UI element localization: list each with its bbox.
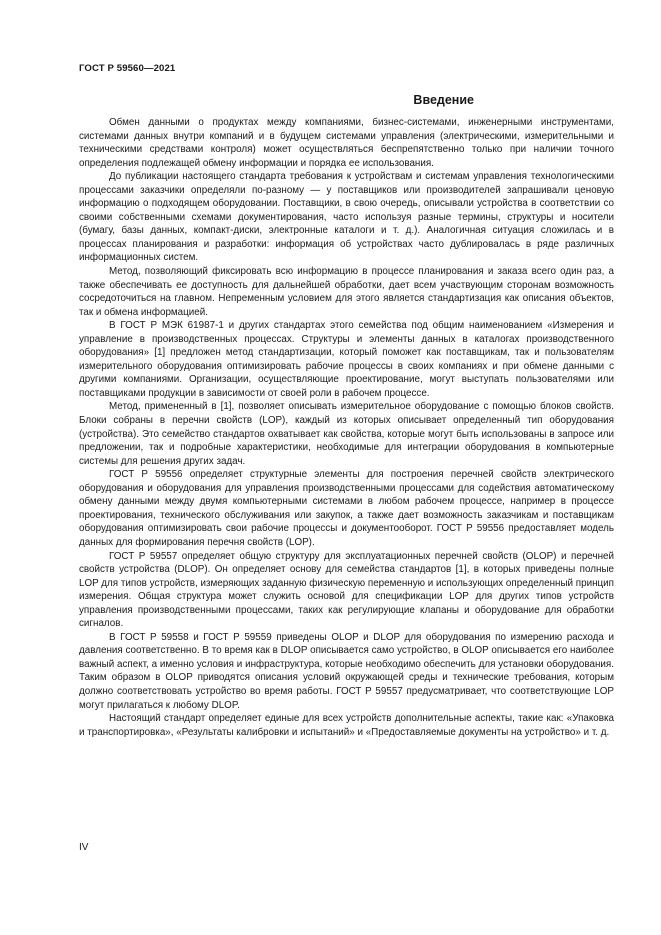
section-title-text: Введение xyxy=(413,93,474,107)
section-body xyxy=(79,116,614,739)
paragraph: Настоящий стандарт определяет единые для всех устройств дополнительные аспекты, такие как: «Упаковка и транспортировка», «Результаты калибровки и испытаний» и «Предоставляемые документы на устройство» и т. д. xyxy=(79,713,614,738)
page-number: IV xyxy=(79,842,89,853)
paragraph: Метод, позволяющий фиксировать всю информацию в процессе планирования и заказа всего один раз, а также обеспечивать ее доступность для дальнейшей обработки, дает всем участвующим сторонам возможность сосредоточиться на главном. Непременным условием для этого является стандартизация как описания объектов, так и обмена информацией. xyxy=(79,266,614,318)
section-title xyxy=(79,93,583,107)
paragraph: В ГОСТ Р МЭК 61987-1 и других стандартах этого семейства под общим наименованием «Измерения и управление в производственных процессах. Структуры и элементы данных в каталогах производственного оборудования» [1] предложен метод стандартизации, который поможет как поставщикам, так и пользователям измерительного оборудования оптимизировать рабочие процессы в своих компаниях и при обмене данными с другими компаниями. Организации, осуществляющие проектирование, могут выступать пользователями или поставщиками продукции в зависимости от своей роли в рабочем процессе. xyxy=(79,320,614,399)
paragraph: В ГОСТ Р 59558 и ГОСТ Р 59559 приведены OLOP и DLOP для оборудования по измерению расхода и давления соответственно. В то время как в DLOP описывается само устройство, в OLOP описывается его наиболее важный аспект, а именно условия и инфраструктура, которые необходимо обеспечить для установки оборудования. Таким образом в OLOP приводятся описания условий окружающей среды и технические требования, которым должно соответствовать устройство во время работы. ГОСТ Р 59557 предусматривает, что соответствующие LOP могут прилагаться к любому DLOP. xyxy=(79,631,614,711)
standard-header: ГОСТ Р 59560—2021 xyxy=(79,63,176,74)
paragraph: До публикации настоящего стандарта требования к устройствам и системам управления технологическими процессами заказчики определяли по-разному — у поставщиков или производителей запрашивали ценовую информацию о подходящем оборудовании. Поставщики, в свою очередь, описывали устройства в соответствии со своими собственными схемами документирования, часто используя разные термины, структуры и носители (бумагу, базы данных, компакт-диски, электронные каталоги и т. д.). Аналогичная ситуация сложилась и в процессах планирования и разработки: информация об устройствах часто дублировалась в ряде различных информационных систем. xyxy=(79,171,614,264)
paragraph: Метод, примененный в [1], позволяет описывать измерительное оборудование с помощью блоков свойств. Блоки собраны в перечни свойств (LOP), каждый из которых описывает определенный тип оборудования (устройства). Это семейство стандартов охватывает как свойства, которые могут быть использованы в запросе или предложении, так и подробные характеристики, необходимые для интеграции оборудования в компьютерные системы для решения других задач. xyxy=(79,401,614,467)
paragraph: Обмен данными о продуктах между компаниями, бизнес-системами, инженерными инструментами, системами данных внутри компаний и в будущем системами управления (электрическими, измерительными и техническими средствами контроля) может осуществляться беспрепятственно только при наличии точного определения подлежащей обмену информации и порядка ее использования. xyxy=(79,117,614,169)
paragraph: ГОСТ Р 59557 определяет общую структуру для эксплуатационных перечней свойств (OLOP) и перечней свойств устройства (DLOP). Он определяет основу для семейства стандартов [1], в которых приведены полные LOP для типов устройств, измеряющих заданную физическую переменную и использующих определенный принцип измерения. Общая структура может служить основой для спецификации LOP для других типов устройств управления производственными процессами, таких как регулирующие клапаны и оборудование для обработки сигналов. xyxy=(79,550,614,630)
paragraph: ГОСТ Р 59556 определяет структурные элементы для построения перечней свойств электрического оборудования и оборудования для управления производственными процессами для содействия автоматическому обмену данными между двумя компьютерными системами в любом рабочем процессе, например в процессе проектирования, технического обслуживания или закупок, а также дает возможность заказчикам и поставщикам оборудования оптимизировать свои рабочие процессы и документооборот. ГОСТ Р 59556 предоставляет модель данных для формирования перечня свойств (LOP). xyxy=(79,469,614,548)
